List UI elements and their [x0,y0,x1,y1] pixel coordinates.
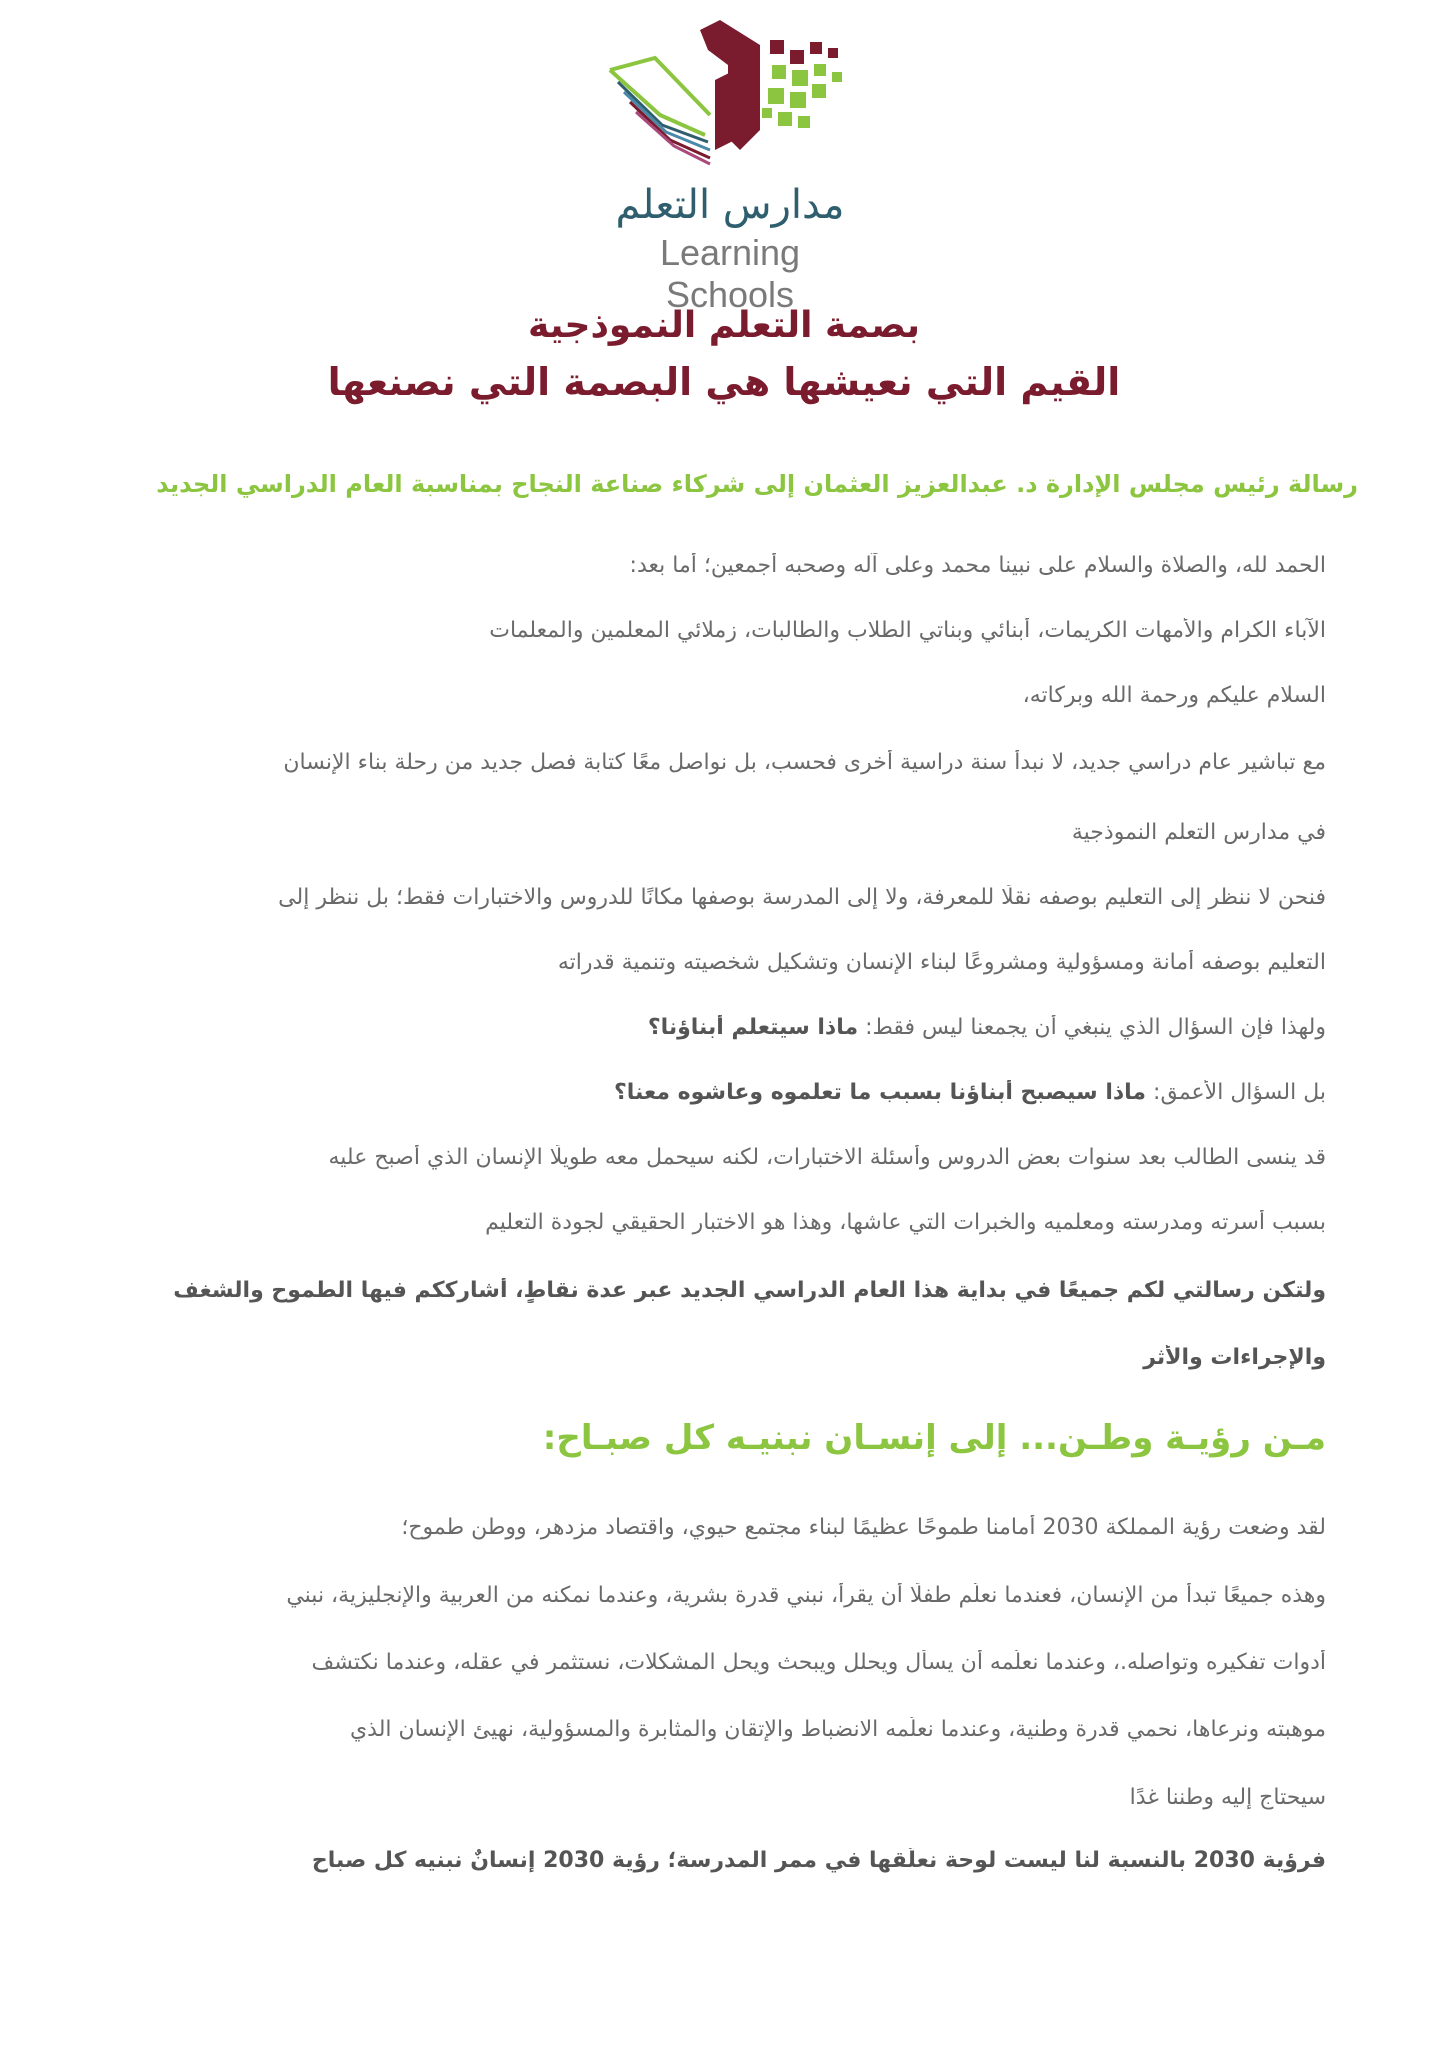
paragraph-line: السلام عليكم ورحمة الله وبركاته، [1022,683,1326,708]
section-line: لقد وضعت رؤية المملكة 2030 أمامنا طموحًا عظيمًا لبناء مجتمع حيوي، واقتصاد مزدهر، ووطن طموح؛ [401,1515,1326,1540]
question-lead: بل السؤال الأعمق: [1146,1080,1326,1105]
paragraph-line [111,1080,1326,1105]
logo-name-arabic: مدارس التعلم [615,182,845,228]
section-line: فرؤية 2030 بالنسبة لنا ليست لوحة نعلّقها في ممر المدرسة؛ رؤية 2030 إنسانٌ نبنيه كل صباح [311,1848,1326,1873]
question-emphasis: ماذا سيتعلم أبناؤنا؟ [647,1015,859,1040]
learning-schools-logo [600,20,860,315]
paragraph-line: التعليم بوصفه أمانة ومسؤولية ومشروعًا لبناء الإنسان وتشكيل شخصيته وتنمية قدراته [557,950,1326,975]
book-logo-icon [600,20,860,180]
page-subtitle: القيم التي نعيشها هي البصمة التي نصنعها [327,360,1121,404]
paragraph-line: بسبب أسرته ومدرسته ومعلميه والخبرات التي عاشها، وهذا هو الاختبار الحقيقي لجودة التعليم [485,1210,1326,1235]
paragraph-line: فنحن لا ننظر إلى التعليم بوصفه نقلًا للمعرفة، ولا إلى المدرسة بوصفها مكانًا للدروس والاختبارات فقط؛ بل ننظر إلى [278,885,1326,910]
paragraph-line: الحمد لله، والصلاة والسلام على نبينا محمد وعلى آله وصحبه أجمعين؛ أما بعد: [629,553,1326,578]
paragraph-line: الآباء الكرام والأمهات الكريمات، أبنائي وبناتي الطلاب والطالبات، زملائي المعلمين والمعلمات [489,618,1326,643]
section-line: وهذه جميعًا تبدأ من الإنسان، فعندما نعلّم طفلًا أن يقرأ، نبني قدرة بشرية، وعندما نمكنه من العربية والإنجليزية، نبني [286,1583,1326,1608]
question-emphasis: ماذا سيصبح أبناؤنا بسبب ما تعلموه وعاشوه معنا؟ [613,1080,1147,1105]
section-line: سيحتاج إليه وطننا غدًا [1129,1785,1326,1810]
paragraph-line: والإجراءات والأثر [1143,1345,1326,1370]
paragraph-line: قد ينسى الطالب بعد سنوات بعض الدروس وأسئلة الاختبارات، لكنه سيحمل معه طويلًا الإنسان الذي أصبح عليه [328,1145,1326,1170]
page-title: بصمة التعلم النموذجية [527,305,921,346]
section-line: أدوات تفكيره وتواصله.، وعندما نعلّمه أن يسأل ويحلل ويبحث ويحل المشكلات، نستثمر في عقله، وعندما نكتشف [311,1650,1326,1675]
paragraph-line: في مدارس التعلم النموذجية [1071,820,1326,845]
section-line: موهبته ونرعاها، نحمي قدرة وطنية، وعندما نعلّمه الانضباط والإتقان والمثابرة والمسؤولية، نهيئ الإنسان الذي [349,1717,1326,1742]
paragraph-line: ولتكن رسالتي لكم جميعًا في بداية هذا العام الدراسي الجديد عبر عدة نقاطٍ، أشارككم فيها الطموح والشغف [173,1278,1326,1303]
paragraph-line [111,1015,1326,1040]
logo-name-english: Learning Schools [659,232,801,315]
intro-heading: رسالة رئيس مجلس الإدارة د. عبدالعزيز العثمان إلى شركاء صناعة النجاح بمناسبة العام الدراسي الجديد [156,470,1358,498]
question-lead: ولهذا فإن السؤال الذي ينبغي أن يجمعنا ليس فقط: [858,1015,1326,1040]
paragraph-line: مع تباشير عام دراسي جديد، لا نبدأ سنة دراسية أخرى فحسب، بل نواصل معًا كتابة فصل جديد من رحلة بناء الإنسان [283,750,1326,775]
section-heading: مـن رؤيـة وطـن... إلى إنسـان نبنيـه كل صبـاح: [542,1418,1326,1458]
